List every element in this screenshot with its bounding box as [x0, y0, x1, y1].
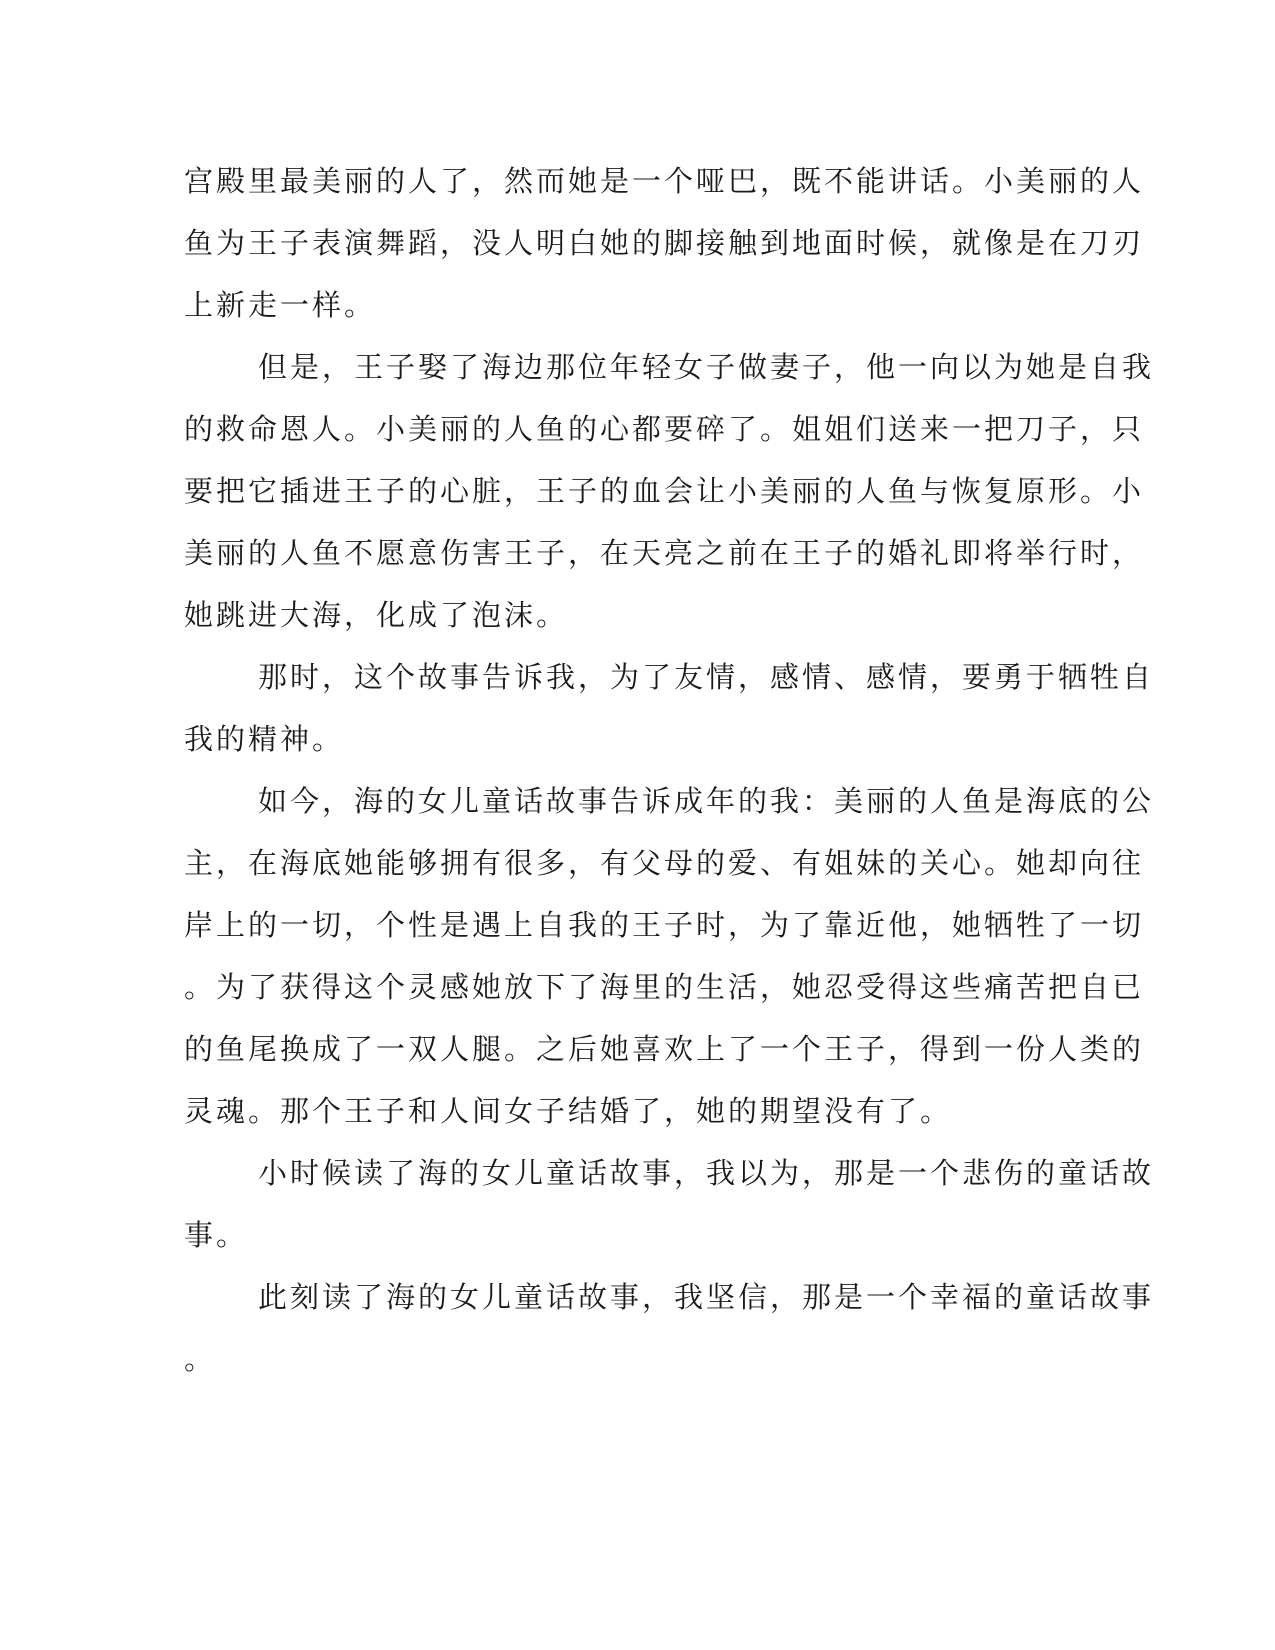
text-line: 主，在海底她能够拥有很多，有父母的爱、有姐妹的关心。她却向往: [184, 846, 1145, 880]
text-line: 的救命恩人。小美丽的人鱼的心都要碎了。姐姐们送来一把刀子，只: [184, 412, 1145, 446]
text-line: 。: [184, 1342, 217, 1376]
text-line: 灵魂。那个王子和人间女子结婚了，她的期望没有了。: [184, 1094, 953, 1128]
paragraph-first-line: 那时，这个故事告诉我，为了友情，感情、感情，要勇于牺牲自: [258, 660, 1155, 694]
text-line: 。为了获得这个灵感她放下了海里的生活，她忍受得这些痛苦把自已: [184, 970, 1145, 1004]
text-line: 的鱼尾换成了一双人腿。之后她喜欢上了一个王子，得到一份人类的: [184, 1032, 1145, 1066]
text-line: 她跳进大海，化成了泡沫。: [184, 598, 569, 632]
paragraph-first-line: 如今，海的女儿童话故事告诉成年的我：美丽的人鱼是海底的公: [258, 784, 1155, 818]
paragraph-first-line: 此刻读了海的女儿童话故事，我坚信，那是一个幸福的童话故事: [258, 1280, 1155, 1314]
paragraph-first-line: 小时候读了海的女儿童话故事，我以为，那是一个悲伤的童话故: [258, 1156, 1155, 1190]
text-line: 鱼为王子表演舞蹈，没人明白她的脚接触到地面时候，就像是在刀刃: [184, 226, 1145, 260]
document-body: [184, 150, 1155, 1390]
text-line: 要把它插进王子的心脏，王子的血会让小美丽的人鱼与恢复原形。小: [184, 474, 1145, 508]
text-line: 我的精神。: [184, 722, 345, 756]
paragraph-first-line: 但是，王子娶了海边那位年轻女子做妻子，他一向以为她是自我: [258, 350, 1155, 384]
text-line: 岸上的一切，个性是遇上自我的王子时，为了靠近他，她牺牲了一切: [184, 908, 1145, 942]
text-line: 上新走一样。: [184, 288, 377, 322]
text-line: 宫殿里最美丽的人了，然而她是一个哑巴，既不能讲话。小美丽的人: [184, 164, 1145, 198]
text-line: 美丽的人鱼不愿意伤害王子，在天亮之前在王子的婚礼即将举行时，: [184, 536, 1145, 570]
text-line: 事。: [184, 1218, 249, 1252]
